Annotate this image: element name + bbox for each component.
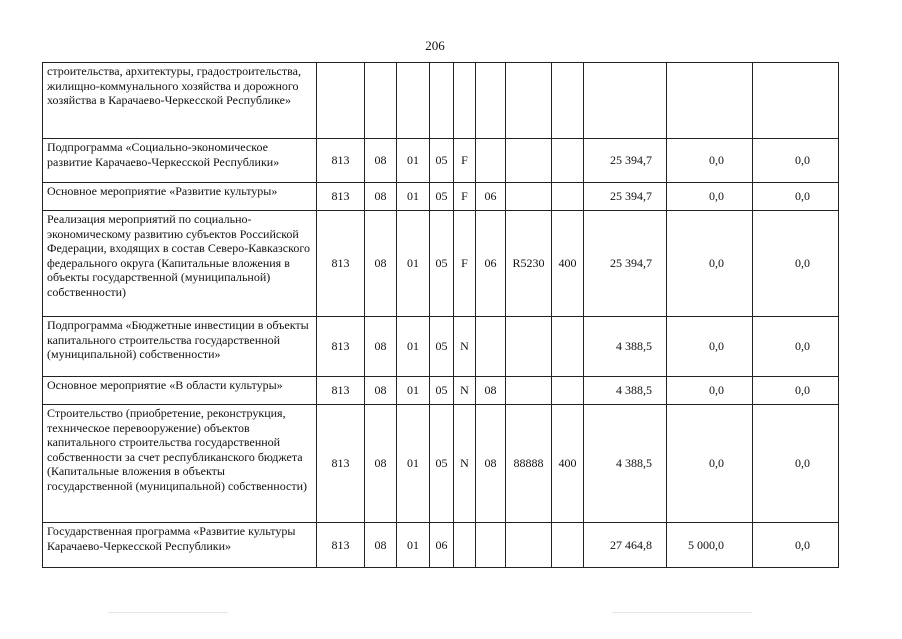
cell-ministry-code: 813 <box>317 183 365 211</box>
cell-amount-year-1: 25 394,7 <box>584 139 667 183</box>
cell-subsection-code: 01 <box>397 405 430 523</box>
table-row <box>43 211 839 317</box>
cell-amount-year-3: 0,0 <box>753 405 839 523</box>
cell-program-code: 06 <box>430 523 454 568</box>
cell-program-code: 05 <box>430 317 454 377</box>
cell-section-code: 08 <box>365 139 397 183</box>
cell-subsection-code: 01 <box>397 183 430 211</box>
scan-artifact-left <box>108 612 228 613</box>
cell-direction-code: 88888 <box>506 405 552 523</box>
cell-direction-code <box>506 63 552 139</box>
row-description: Подпрограмма «Бюджетные инвестиции в объекты капитального строительства государственной (муниципальной) собственности» <box>43 317 317 377</box>
table-body <box>43 63 839 568</box>
cell-subprogram-code: N <box>454 377 476 405</box>
cell-program-code: 05 <box>430 405 454 523</box>
cell-expense-type-code <box>552 63 584 139</box>
cell-section-code: 08 <box>365 317 397 377</box>
cell-amount-year-2: 0,0 <box>667 139 753 183</box>
row-description: Основное мероприятие «В области культуры» <box>43 377 317 405</box>
cell-section-code: 08 <box>365 405 397 523</box>
scan-artifact-right <box>612 612 752 613</box>
cell-expense-type-code <box>552 377 584 405</box>
cell-subsection-code: 01 <box>397 523 430 568</box>
cell-ministry-code: 813 <box>317 377 365 405</box>
cell-event-code: 08 <box>476 377 506 405</box>
cell-direction-code <box>506 377 552 405</box>
cell-amount-year-1: 4 388,5 <box>584 405 667 523</box>
cell-amount-year-1: 25 394,7 <box>584 211 667 317</box>
cell-section-code: 08 <box>365 523 397 568</box>
cell-amount-year-3: 0,0 <box>753 377 839 405</box>
cell-event-code: 06 <box>476 211 506 317</box>
cell-program-code: 05 <box>430 211 454 317</box>
cell-amount-year-1: 25 394,7 <box>584 183 667 211</box>
cell-event-code: 08 <box>476 405 506 523</box>
table-row <box>43 183 839 211</box>
cell-ministry-code <box>317 63 365 139</box>
cell-subprogram-code <box>454 523 476 568</box>
cell-amount-year-1: 4 388,5 <box>584 317 667 377</box>
cell-amount-year-2: 0,0 <box>667 405 753 523</box>
cell-expense-type-code: 400 <box>552 211 584 317</box>
cell-expense-type-code <box>552 317 584 377</box>
cell-subprogram-code: F <box>454 183 476 211</box>
cell-section-code: 08 <box>365 183 397 211</box>
cell-subsection-code: 01 <box>397 211 430 317</box>
cell-subprogram-code: N <box>454 405 476 523</box>
cell-section-code: 08 <box>365 377 397 405</box>
cell-event-code <box>476 523 506 568</box>
cell-program-code: 05 <box>430 139 454 183</box>
table-row <box>43 377 839 405</box>
cell-program-code: 05 <box>430 183 454 211</box>
cell-program-code: 05 <box>430 377 454 405</box>
row-description: Реализация мероприятий по социально-экономическому развитию субъектов Российской Федерации, входящих в состав Северо-Кавказского федерального округа (Капитальные вложения в объекты государственной (муниципальной) собственности) <box>43 211 317 317</box>
cell-subsection-code: 01 <box>397 139 430 183</box>
cell-expense-type-code <box>552 139 584 183</box>
cell-direction-code <box>506 183 552 211</box>
cell-amount-year-3: 0,0 <box>753 183 839 211</box>
cell-event-code <box>476 317 506 377</box>
row-description: Государственная программа «Развитие культуры Карачаево-Черкесской Республики» <box>43 523 317 568</box>
table-row <box>43 139 839 183</box>
budget-table <box>42 62 839 568</box>
cell-amount-year-3: 0,0 <box>753 139 839 183</box>
cell-amount-year-3: 0,0 <box>753 211 839 317</box>
cell-section-code <box>365 63 397 139</box>
cell-amount-year-2: 0,0 <box>667 317 753 377</box>
row-description: Основное мероприятие «Развитие культуры» <box>43 183 317 211</box>
cell-amount-year-2: 5 000,0 <box>667 523 753 568</box>
cell-event-code: 06 <box>476 183 506 211</box>
row-description: Строительство (приобретение, реконструкция, техническое перевооружение) объектов капитального строительства государственной собственности за счет республиканского бюджета (Капитальные вложения в объекты государственной (муниципальной) собственности) <box>43 405 317 523</box>
cell-ministry-code: 813 <box>317 317 365 377</box>
table-row <box>43 63 839 139</box>
cell-direction-code <box>506 523 552 568</box>
cell-subsection-code: 01 <box>397 317 430 377</box>
cell-ministry-code: 813 <box>317 211 365 317</box>
cell-amount-year-1 <box>584 63 667 139</box>
cell-expense-type-code <box>552 523 584 568</box>
row-description: строительства, архитектуры, градостроительства, жилищно-коммунального хозяйства и дорожного хозяйства в Карачаево-Черкесской Республике» <box>43 63 317 139</box>
cell-subprogram-code: F <box>454 139 476 183</box>
page-number: 206 <box>425 38 445 53</box>
table-row <box>43 405 839 523</box>
row-description: Подпрограмма «Социально-экономическое развитие Карачаево-Черкесской Республики» <box>43 139 317 183</box>
cell-expense-type-code <box>552 183 584 211</box>
cell-amount-year-2 <box>667 63 753 139</box>
cell-amount-year-2: 0,0 <box>667 211 753 317</box>
cell-event-code <box>476 139 506 183</box>
cell-subprogram-code: F <box>454 211 476 317</box>
cell-direction-code <box>506 317 552 377</box>
table-row <box>43 317 839 377</box>
cell-program-code <box>430 63 454 139</box>
cell-subprogram-code <box>454 63 476 139</box>
cell-ministry-code: 813 <box>317 405 365 523</box>
cell-direction-code: R5230 <box>506 211 552 317</box>
cell-section-code: 08 <box>365 211 397 317</box>
cell-subsection-code: 01 <box>397 377 430 405</box>
cell-ministry-code: 813 <box>317 139 365 183</box>
cell-event-code <box>476 63 506 139</box>
cell-subsection-code <box>397 63 430 139</box>
cell-subprogram-code: N <box>454 317 476 377</box>
cell-ministry-code: 813 <box>317 523 365 568</box>
cell-amount-year-2: 0,0 <box>667 377 753 405</box>
cell-amount-year-3: 0,0 <box>753 317 839 377</box>
cell-expense-type-code: 400 <box>552 405 584 523</box>
cell-amount-year-1: 4 388,5 <box>584 377 667 405</box>
cell-amount-year-3 <box>753 63 839 139</box>
cell-amount-year-2: 0,0 <box>667 183 753 211</box>
cell-direction-code <box>506 139 552 183</box>
cell-amount-year-3: 0,0 <box>753 523 839 568</box>
table-row <box>43 523 839 568</box>
cell-amount-year-1: 27 464,8 <box>584 523 667 568</box>
